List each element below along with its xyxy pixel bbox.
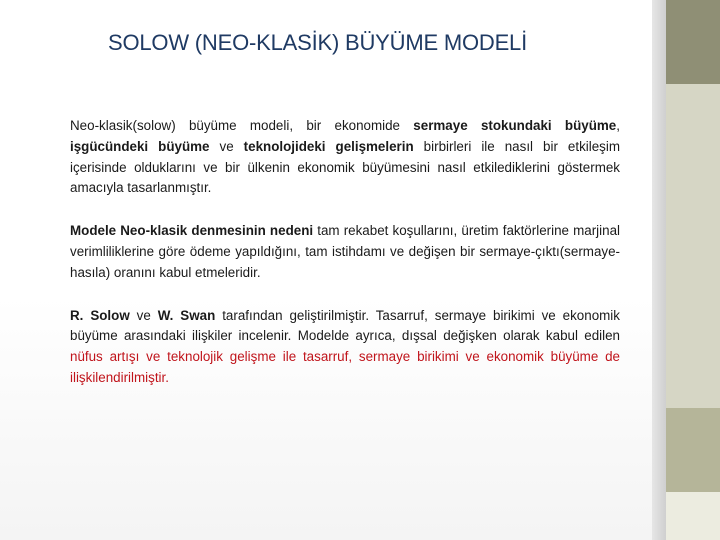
p2-bold-1: Modele Neo-klasik denmesinin nedeni — [70, 223, 314, 239]
p1-bold-1: sermaye stokundaki büyüme — [413, 118, 617, 133]
side-decor-block-1 — [666, 0, 720, 84]
p1-text-4: birbirleri ile nasıl bir etkileşim içerisinde olduklarını ve bir ülkenin ekonomik büyümesini nasıl etkilediklerini göstermek amacıyla tasarlanmıştır. — [70, 138, 620, 196]
side-decor-block-3 — [666, 408, 720, 492]
paragraph-3 — [70, 306, 620, 389]
paragraph-1 — [70, 116, 620, 199]
slide-body — [70, 116, 620, 411]
p1-text-2: , — [616, 118, 620, 133]
p1-text-1: Neo-klasik(solow) büyüme modeli, bir ekonomide — [70, 118, 414, 133]
p1-bold-2: işgücündeki büyüme — [70, 138, 210, 154]
slide-title: SOLOW (NEO-KLASİK) BÜYÜME MODELİ — [108, 30, 528, 55]
p1-bold-3: teknolojideki gelişmelerin — [243, 138, 414, 154]
p3-red-highlight: nüfus artışı ve teknolojik gelişme ile tasarruf, sermaye birikimi ve ekonomik büyüme de ilişkilendirilmiştir. — [70, 349, 620, 385]
p1-text-3: ve — [209, 138, 244, 154]
side-decor-block-4 — [666, 492, 720, 540]
paragraph-2 — [70, 221, 620, 283]
p3-text-2: tarafından geliştirilmiştir. Tasarruf, sermaye birikimi ve ekonomik büyüme arasındaki ilişkiler incelenir. Modelde ayrıca, dışsal değişken olarak kabul edilen — [70, 307, 620, 344]
p3-bold-2: W. Swan — [157, 307, 216, 323]
panel-shadow — [652, 0, 666, 540]
side-decor-block-2 — [666, 84, 720, 408]
p2-text-1: tam rekabet koşullarını, üretim faktörlerine marjinal verimliliklerine göre ödeme yapıldığını, tam istihdamı ve değişen bir sermaye-çıktı(sermaye-hasıla) oranını kabul etmeleridir. — [70, 223, 620, 280]
p3-bold-1: R. Solow — [70, 307, 130, 323]
p3-text-1: ve — [129, 307, 158, 323]
